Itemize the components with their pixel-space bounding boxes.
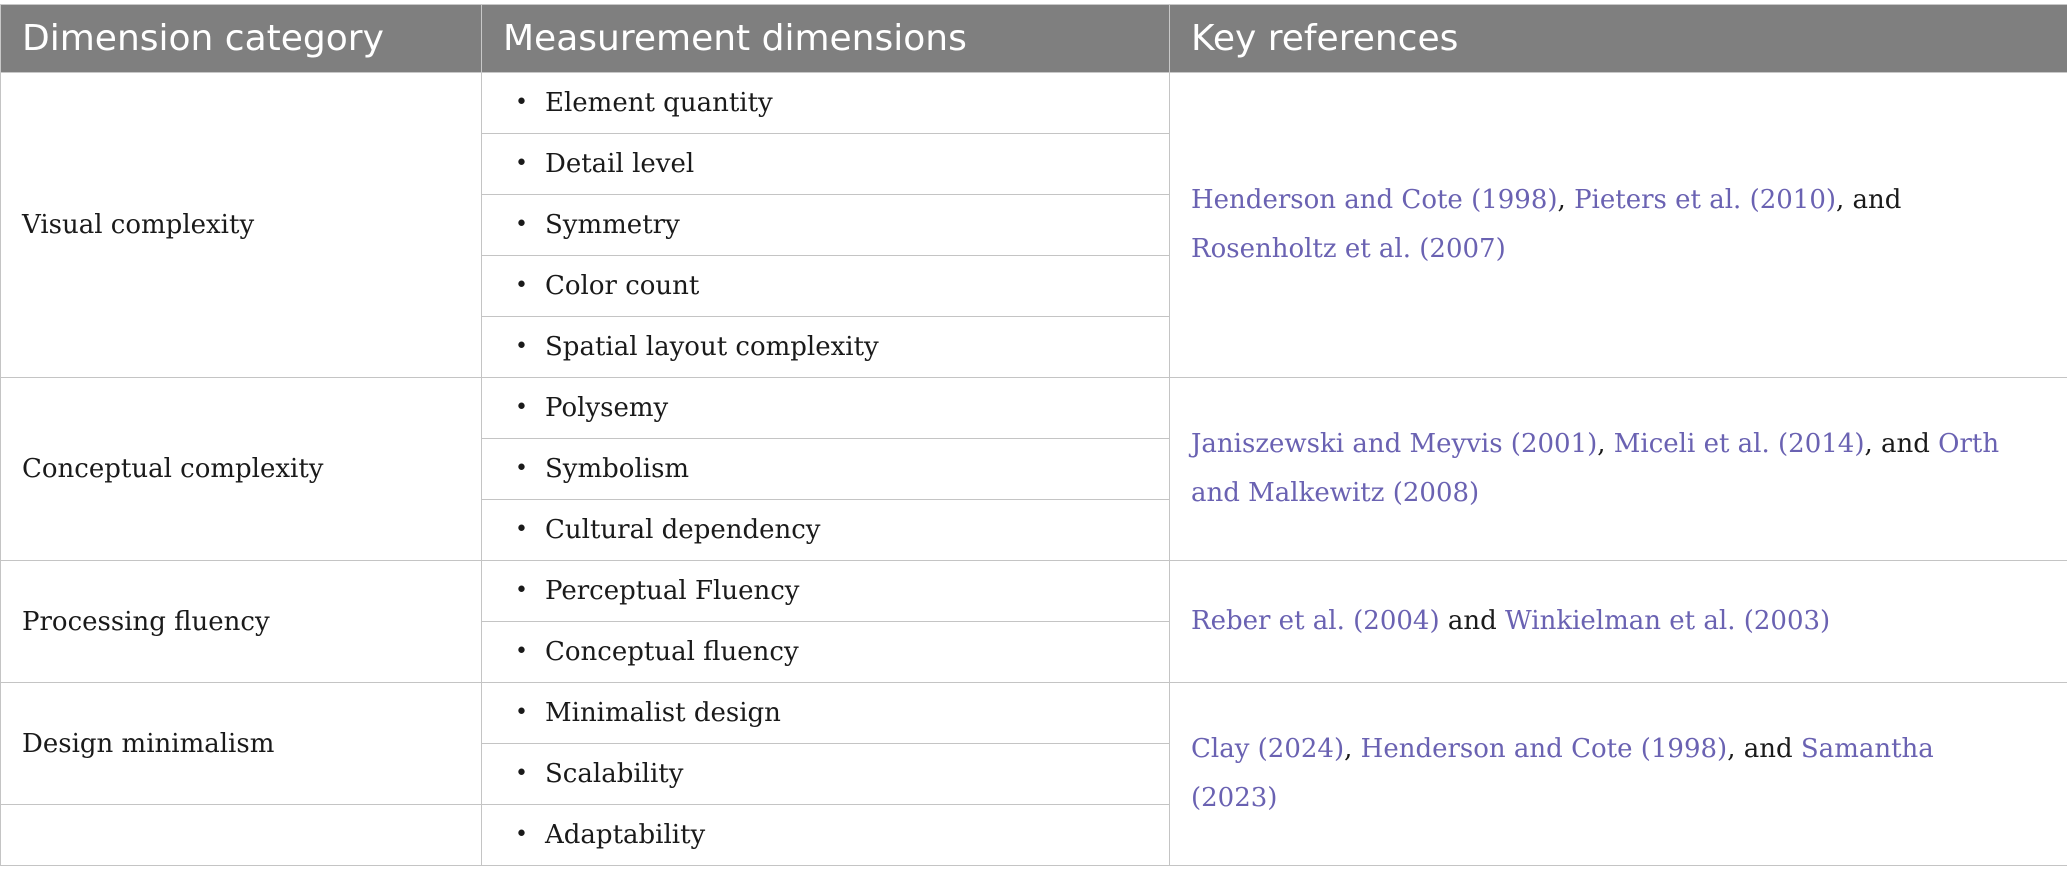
reference-separator: , and bbox=[1727, 734, 1801, 764]
measurement-item bbox=[482, 378, 1170, 439]
reference-link[interactable]: Henderson and Cote (1998) bbox=[1191, 185, 1558, 215]
references-cell bbox=[1170, 73, 2067, 378]
reference-separator: and bbox=[1439, 606, 1506, 636]
reference-separator: , bbox=[1597, 429, 1614, 459]
measurement-item-label: Conceptual fluency bbox=[545, 637, 799, 667]
category-cell: Processing fluency bbox=[1, 561, 482, 683]
header-row bbox=[1, 5, 2067, 73]
measurement-item bbox=[482, 195, 1170, 256]
reference-link[interactable]: Reber et al. (2004) bbox=[1191, 606, 1440, 636]
reference-link[interactable]: Henderson and Cote (1998) bbox=[1360, 734, 1728, 764]
reference-link[interactable]: Pieters et al. (2010) bbox=[1574, 185, 1837, 215]
references-cell bbox=[1170, 683, 2067, 866]
bullet: • bbox=[515, 395, 528, 420]
measurement-item-label: Color count bbox=[545, 271, 700, 301]
header-measurement-dimensions: Measurement dimensions bbox=[482, 5, 1170, 73]
empty-category-cell bbox=[1, 805, 482, 866]
reference-link[interactable]: Clay (2024) bbox=[1191, 734, 1345, 764]
measurement-item bbox=[482, 134, 1170, 195]
bullet: • bbox=[515, 578, 528, 603]
references-cell bbox=[1170, 561, 2067, 683]
reference-link[interactable]: Miceli et al. (2014) bbox=[1613, 429, 1865, 459]
reference-separator: , and bbox=[1836, 185, 1902, 215]
reference-separator: , and bbox=[1864, 429, 1939, 459]
bullet: • bbox=[515, 334, 528, 359]
measurement-item bbox=[482, 317, 1170, 378]
dimensions-table bbox=[0, 4, 2067, 866]
bullet: • bbox=[515, 151, 528, 176]
measurement-item-label: Minimalist design bbox=[545, 698, 781, 728]
measurement-item-label: Polysemy bbox=[545, 393, 669, 423]
measurement-item-label: Element quantity bbox=[545, 88, 773, 118]
measurement-item bbox=[482, 805, 1170, 866]
reference-link[interactable]: Winkielman et al. (2003) bbox=[1505, 606, 1831, 636]
measurement-item-label: Adaptability bbox=[545, 820, 706, 850]
bullet: • bbox=[515, 700, 528, 725]
measurement-item bbox=[482, 500, 1170, 561]
measurement-item bbox=[482, 622, 1170, 683]
bullet: • bbox=[515, 456, 528, 481]
table-row bbox=[1, 378, 2067, 439]
reference-link[interactable]: Rosenholtz et al. (2007) bbox=[1191, 234, 1506, 264]
table-row bbox=[1, 561, 2067, 622]
bullet: • bbox=[515, 517, 528, 542]
measurement-item-label: Detail level bbox=[545, 149, 695, 179]
reference-separator: , bbox=[1344, 734, 1361, 764]
header-key-references: Key references bbox=[1170, 5, 2067, 73]
measurement-item-label: Perceptual Fluency bbox=[545, 576, 800, 606]
bullet: • bbox=[515, 639, 528, 664]
measurement-item-label: Spatial layout complexity bbox=[545, 332, 879, 362]
measurement-item-label: Cultural dependency bbox=[545, 515, 821, 545]
reference-link[interactable]: Samantha (2023) bbox=[1191, 734, 1934, 813]
measurement-item-label: Scalability bbox=[545, 759, 684, 789]
measurement-item-label: Symbolism bbox=[545, 454, 690, 484]
bullet: • bbox=[515, 761, 528, 786]
measurement-item bbox=[482, 744, 1170, 805]
table-row bbox=[1, 683, 2067, 744]
references-cell bbox=[1170, 378, 2067, 561]
reference-separator: , bbox=[1557, 185, 1575, 215]
measurement-item bbox=[482, 73, 1170, 134]
category-cell: Design minimalism bbox=[1, 683, 482, 805]
bullet: • bbox=[515, 822, 528, 847]
bullet: • bbox=[515, 212, 528, 237]
reference-link[interactable]: Orth and Malkewitz (2008) bbox=[1191, 429, 2000, 508]
measurement-item bbox=[482, 439, 1170, 500]
measurement-item-label: Symmetry bbox=[545, 210, 680, 240]
bullet: • bbox=[515, 273, 528, 298]
measurement-item bbox=[482, 683, 1170, 744]
reference-link[interactable]: Janiszewski and Meyvis (2001) bbox=[1191, 429, 1598, 459]
category-cell: Visual complexity bbox=[1, 73, 482, 378]
category-cell: Conceptual complexity bbox=[1, 378, 482, 561]
bullet: • bbox=[515, 90, 528, 115]
table-row bbox=[1, 73, 2067, 134]
header-dimension-category: Dimension category bbox=[1, 5, 482, 73]
measurement-item bbox=[482, 561, 1170, 622]
measurement-item bbox=[482, 256, 1170, 317]
